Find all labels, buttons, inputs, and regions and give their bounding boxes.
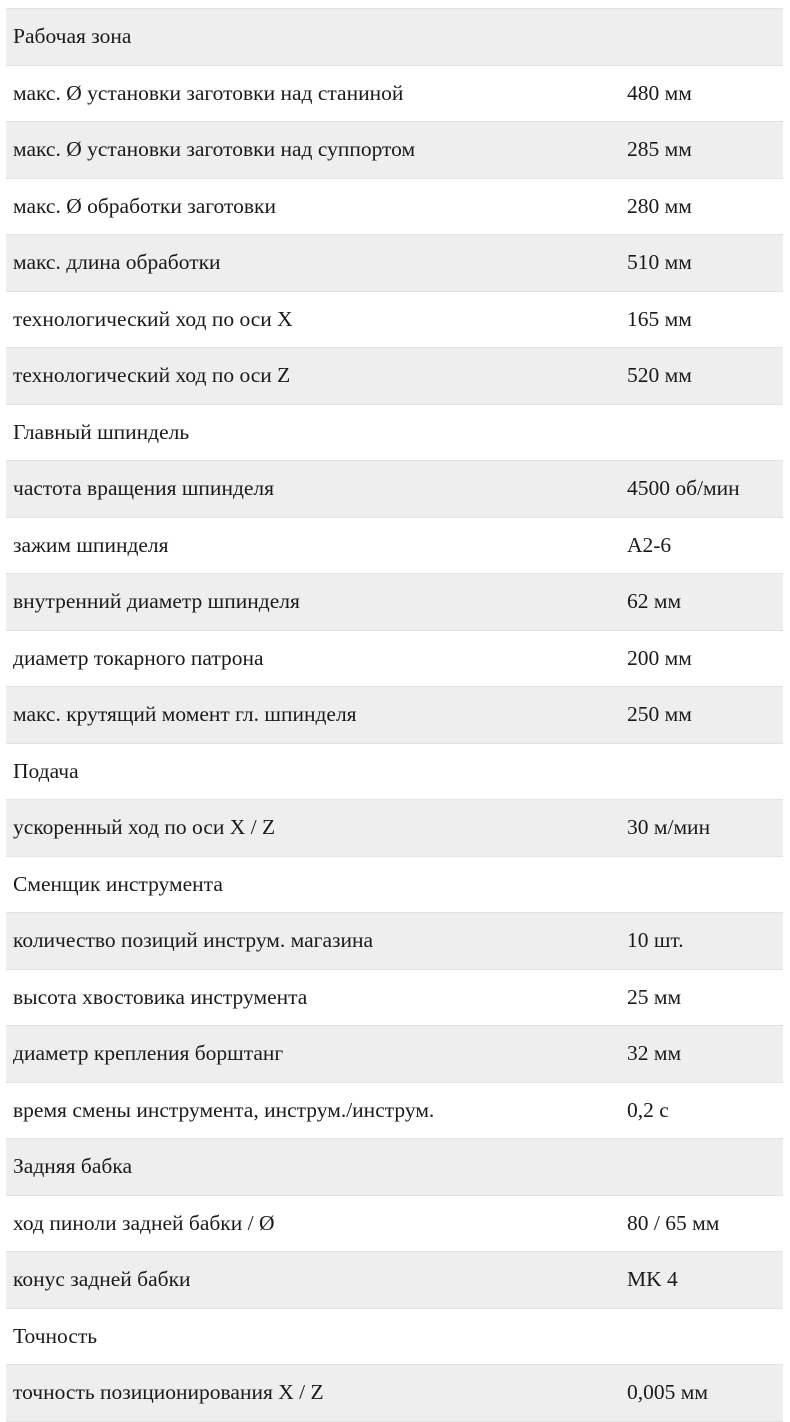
spec-value: 165 мм [627, 306, 692, 331]
table-row [6, 574, 783, 631]
table-row [6, 1083, 783, 1139]
section-title: Сменщик инструмента [13, 871, 223, 896]
spec-label: макс. крутящий момент гл. шпинделя [13, 702, 357, 727]
section-row-tool-changer [6, 857, 783, 913]
spec-value: 0,2 с [627, 1097, 669, 1122]
spec-label: количество позиций инструм. магазина [13, 928, 374, 953]
spec-table [6, 8, 783, 1422]
spec-value: 0,005 мм [627, 1380, 708, 1405]
section-row-work-zone [6, 9, 783, 66]
spec-label: технологический ход по оси Z [13, 363, 291, 388]
spec-value: 285 мм [627, 137, 692, 162]
section-row-feed [6, 744, 783, 800]
spec-value: A2-6 [627, 532, 672, 557]
spec-label: высота хвостовика инструмента [13, 984, 308, 1009]
spec-value: 10 шт. [627, 928, 684, 953]
spec-value: 32 мм [627, 1041, 682, 1066]
table-row [6, 970, 783, 1026]
spec-label: внутренний диаметр шпинделя [13, 589, 300, 614]
table-row [6, 66, 783, 122]
spec-value: 520 мм [627, 363, 692, 388]
spec-label: ускоренный ход по оси X / Z [13, 815, 276, 840]
section-title: Точность [13, 1323, 98, 1348]
spec-value: 80 / 65 мм [627, 1210, 720, 1235]
spec-value: 250 мм [627, 702, 692, 727]
table-row [6, 292, 783, 348]
table-row [6, 518, 783, 574]
table-row [6, 461, 783, 518]
section-title: Задняя бабка [13, 1154, 132, 1179]
spec-label: ход пиноли задней бабки / Ø [13, 1210, 275, 1235]
spec-label: макс. Ø установки заготовки над суппортом [13, 137, 416, 162]
table-row [6, 913, 783, 970]
table-row [6, 1196, 783, 1252]
spec-value: 480 мм [627, 80, 692, 105]
section-row-tailstock [6, 1139, 783, 1196]
table-row [6, 800, 783, 857]
spec-value: 25 мм [627, 984, 682, 1009]
spec-value: 62 мм [627, 589, 682, 614]
spec-label: частота вращения шпинделя [13, 476, 275, 501]
spec-label: точность позиционирования X / Z [13, 1380, 324, 1405]
section-title: Подача [13, 758, 79, 783]
spec-value: 510 мм [627, 250, 692, 275]
table-row [6, 348, 783, 405]
spec-value: 4500 об/мин [627, 476, 740, 501]
section-row-main-spindle [6, 405, 783, 461]
spec-label: макс. длина обработки [13, 250, 221, 275]
table-row [6, 631, 783, 687]
spec-label: технологический ход по оси X [13, 306, 293, 331]
spec-label: макс. Ø обработки заготовки [13, 193, 276, 218]
spec-label: макс. Ø установки заготовки над станиной [13, 80, 404, 105]
table-row [6, 1365, 783, 1422]
spec-label: время смены инструмента, инструм./инструм. [13, 1097, 435, 1122]
table-row [6, 1026, 783, 1083]
spec-value: 30 м/мин [627, 815, 711, 840]
section-row-accuracy [6, 1309, 783, 1365]
section-title: Рабочая зона [13, 24, 132, 49]
table-row [6, 235, 783, 292]
spec-label: конус задней бабки [13, 1267, 191, 1292]
spec-label: диаметр крепления борштанг [13, 1041, 284, 1066]
spec-label: зажим шпинделя [13, 532, 169, 557]
table-row [6, 179, 783, 235]
spec-label: диаметр токарного патрона [13, 645, 264, 670]
table-row [6, 1252, 783, 1309]
table-row [6, 687, 783, 744]
spec-value: 200 мм [627, 645, 692, 670]
table-row [6, 122, 783, 179]
spec-value: MK 4 [627, 1267, 678, 1292]
section-title: Главный шпиндель [13, 419, 190, 444]
spec-value: 280 мм [627, 193, 692, 218]
